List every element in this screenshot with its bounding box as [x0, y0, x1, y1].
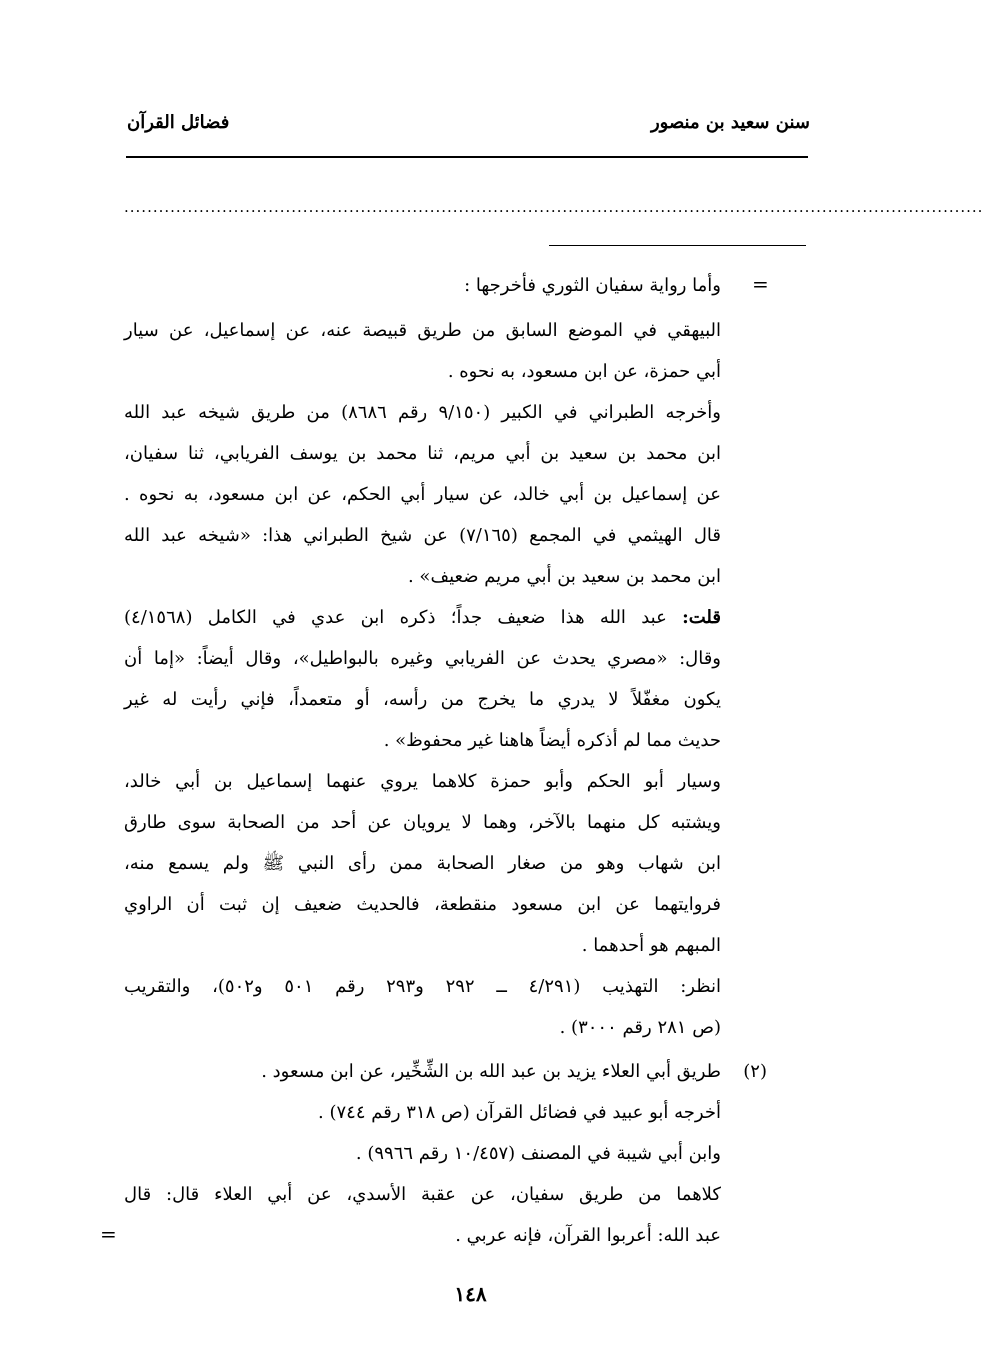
text-line: ويشتبه كل منهما بالآخر، وهما لا يرويان عن أحد من الصحابة سوى طارق [124, 812, 721, 833]
text-line: ابن شهاب وهو من صغار الصحابة ممن رأى النبي ﷺ ولم يسمع منه، [124, 853, 721, 874]
dotted-separator: ..................................................................................................................................................... [124, 198, 983, 216]
text-line: أخرجه أبو عبيد في فضائل القرآن (ص ٣١٨ رقم ٧٤٤) . [318, 1102, 721, 1123]
running-header-section-title: فضائل القرآن [127, 112, 230, 133]
text-line: (ص ٢٨١ رقم ٣٠٠٠) . [559, 1017, 721, 1038]
text-line: قال الهيثمي في المجمع (٧/١٦٥) عن شيخ الطبراني هذا: «شيخه عبد الله [124, 525, 721, 546]
text-line: عن إسماعيل بن أبي خالد، عن سيار أبي الحكم، عن ابن مسعود، به نحوه . [124, 484, 721, 505]
text-line: وسيار أبو الحكم وأبو حمزة كلاهما يروي عنهما إسماعيل بن أبي خالد، [124, 771, 721, 792]
page-number: ١٤٨ [454, 1282, 487, 1306]
continuation-mark: = [100, 1222, 117, 1246]
qult-label: قلت: [682, 607, 721, 628]
text-line: وابن أبي شيبة في المصنف (١٠/٤٥٧ رقم ٩٩٦٦) . [355, 1143, 721, 1164]
header-rule [126, 156, 808, 158]
text-line: طريق أبي العلاء يزيد بن عبد الله بن الشِّخِّير، عن ابن مسعود . [261, 1061, 721, 1082]
text-line: فروايتهما عن ابن مسعود منقطعة، فالحديث ضعيف إن ثبت أن الراوي [124, 894, 721, 915]
text-line: وأخرجه الطبراني في الكبير (٩/١٥٠ رقم ٨٦٨٦) من طريق شيخه عبد الله [124, 402, 721, 423]
text-line: يكون مغفّلاً لا يدري ما يخرج من رأسه، أو متعمداً، فإني رأيت له غير [124, 689, 721, 710]
qult-line [124, 600, 721, 636]
continuation-mark: = [752, 272, 769, 296]
text-line: المبهم هو أحدهما . [581, 935, 721, 956]
text-line: البيهقي في الموضع السابق من طريق قبيصة عنه، عن إسماعيل، عن سيار [124, 320, 721, 341]
text-line: حديث مما لم أذكره أيضاً هاهنا غير محفوظ» . [383, 730, 721, 751]
text-line: كلاهما من طريق سفيان، عن عقبة الأسدي، عن أبي العلاء قال: قال [124, 1184, 721, 1205]
text-line: عبد الله: أعربوا القرآن، فإنه عربي . [455, 1225, 721, 1246]
text-line: ابن محمد بن سعيد بن أبي مريم ضعيف» . [407, 566, 721, 587]
text-line: وأما رواية سفيان الثوري فأخرجها : [464, 275, 721, 296]
qult-text: عبد الله هذا ضعيف جداً؛ ذكره ابن عدي في الكامل (٤/١٥٦٨) [124, 607, 667, 628]
text-line: انظر: التهذيب (٤/٢٩١ ــ ٢٩٢ و٢٩٣ رقم ٥٠١ و٥٠٢)، والتقريب [124, 976, 721, 997]
text-line: ابن محمد بن سعيد بن أبي مريم، ثنا محمد بن يوسف الفريابي، ثنا سفيان، [124, 443, 721, 464]
footnote-rule [549, 245, 806, 246]
text-line: أبي حمزة، عن ابن مسعود، به نحوه . [447, 361, 721, 382]
footnote-number: (٢) [743, 1061, 767, 1082]
text-line: وقال: «مصري يحدث عن الفريابي وغيره بالبواطيل»، وقال أيضاً: «إما أن [124, 648, 721, 669]
running-header-book-title: سنن سعيد بن منصور [650, 112, 810, 133]
